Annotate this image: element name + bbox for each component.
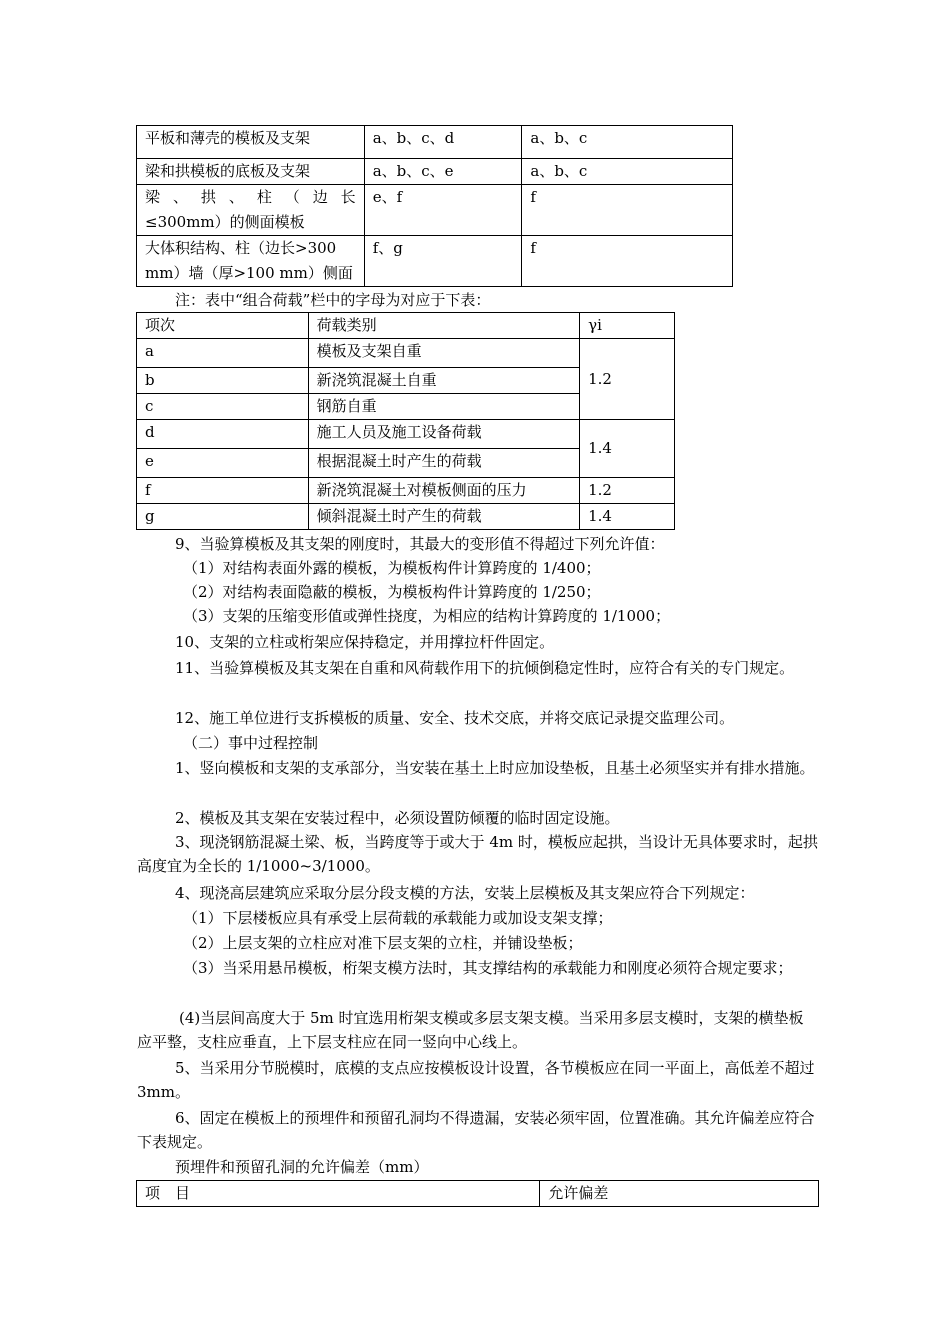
paragraph: （3）支架的压缩变形值或弹性挠度，为相应的结构计算跨度的 1/1000； [183,607,671,625]
table-header-row [137,313,675,339]
table-note: 注：表中“组合荷载”栏中的字母为对应于下表： [175,291,491,309]
table-cell: 1.4 [580,504,675,530]
table-cell: 倾斜混凝土时产生的荷载 [308,504,579,530]
section-heading: （二）事中过程控制 [183,734,319,752]
column-header: 项 目 [137,1181,540,1207]
table-row [137,478,675,504]
table-cell: e、f [364,185,522,236]
paragraph: (4)当层间高度大于 5m 时宜选用桁架支模或多层支架支模。当采用多层支模时，支架的横垫板应平整，支柱应垂直，上下层支柱应在同一竖向中心线上。 [137,1009,804,1051]
paragraph: 9、当验算模板及其支架的刚度时，其最大的变形值不得超过下列允许值： [175,535,665,553]
column-header: 允许偏差 [540,1181,819,1207]
table-cell: 1.2 [580,339,675,420]
paragraph: （2）对结构表面隐蔽的模板，为模板构件计算跨度的 1/250； [183,583,601,601]
table-cell: 大体积结构、柱（边长>300 mm）墙（厚>100 mm）侧面 [137,236,365,287]
table-cell: f [522,185,733,236]
paragraph: 10、支架的立柱或桁架应保持稳定，并用撑拉杆件固定。 [175,633,555,651]
table-cell: a [137,339,309,368]
table-cell: a、b、c、e [364,159,522,185]
table-cell: g [137,504,309,530]
paragraph: 11、当验算模板及其支架在自重和风荷载作用下的抗倾倒稳定性时，应符合有关的专门规定。 [175,659,795,677]
table-header-row [137,1181,819,1207]
column-header: 荷载类别 [308,313,579,339]
table-cell: a、b、c [522,126,733,159]
table-row [137,339,675,368]
table-cell: 1.2 [580,478,675,504]
column-header: 项次 [137,313,309,339]
table-cell: d [137,420,309,449]
paragraph: 4、现浇高层建筑应采取分层分段支模的方法，安装上层模板及其支架应符合下列规定： [175,884,755,902]
paragraph: 5、当采用分节脱模时，底模的支点应按模板设计设置，各节模板应在同一平面上，高低差不超过 3mm。 [137,1059,815,1101]
table-cell: f [137,478,309,504]
table-cell: f [522,236,733,287]
table-row [137,504,675,530]
table-cell: 根据混凝土时产生的荷载 [308,449,579,478]
table-title: 预埋件和预留孔洞的允许偏差（mm） [175,1158,429,1176]
table-row [137,159,733,185]
table-cell: f、g [364,236,522,287]
paragraph: （2）上层支架的立柱应对准下层支架的立柱，并铺设垫板； [183,934,583,952]
table-cell: e [137,449,309,478]
table-cell: c [137,394,309,420]
embedded-parts-tolerance-table [136,1180,819,1207]
table-row [137,420,675,449]
column-header: γi [580,313,675,339]
load-combination-table [136,125,733,287]
table-cell: 梁 、 拱 、 柱 （ 边 长≤300mm）的侧面模板 [137,185,365,236]
table-cell: b [137,368,309,394]
paragraph: 1、竖向模板和支架的支承部分，当安装在基土上时应加设垫板，且基土必须坚实并有排水措施。 [175,759,815,777]
table-cell: 施工人员及施工设备荷载 [308,420,579,449]
paragraph: （1）下层楼板应具有承受上层荷载的承载能力或加设支架支撑； [183,909,613,927]
table-cell: 模板及支架自重 [308,339,579,368]
paragraph: 2、模板及其支架在安装过程中，必须设置防倾覆的临时固定设施。 [175,809,620,827]
table-cell: a、b、c [522,159,733,185]
paragraph: （1）对结构表面外露的模板，为模板构件计算跨度的 1/400； [183,559,601,577]
table-cell: 钢筋自重 [308,394,579,420]
table-cell: 1.4 [580,420,675,478]
paragraph: （3）当采用悬吊模板，桁架支模方法时，其支撑结构的承载能力和刚度必须符合规定要求； [183,959,793,977]
paragraph: 6、固定在模板上的预埋件和预留孔洞均不得遗漏，安装必须牢固，位置准确。其允许偏差应符合下表规定。 [137,1109,815,1151]
table-row [137,126,733,159]
table-cell: 新浇筑混凝土自重 [308,368,579,394]
table-cell: 平板和薄壳的模板及支架 [137,126,365,159]
table-cell: a、b、c、d [364,126,522,159]
paragraph: 3、现浇钢筋混凝土梁、板，当跨度等于或大于 4m 时，模板应起拱，当设计无具体要求时，起拱高度宜为全长的 1/1000~3/1000。 [137,833,818,875]
table-cell: 梁和拱模板的底板及支架 [137,159,365,185]
table-row [137,236,733,287]
table-row [137,185,733,236]
table-cell: 新浇筑混凝土对模板侧面的压力 [308,478,579,504]
paragraph: 12、施工单位进行支拆模板的质量、安全、技术交底，并将交底记录提交监理公司。 [175,709,735,727]
load-category-table [136,312,675,530]
